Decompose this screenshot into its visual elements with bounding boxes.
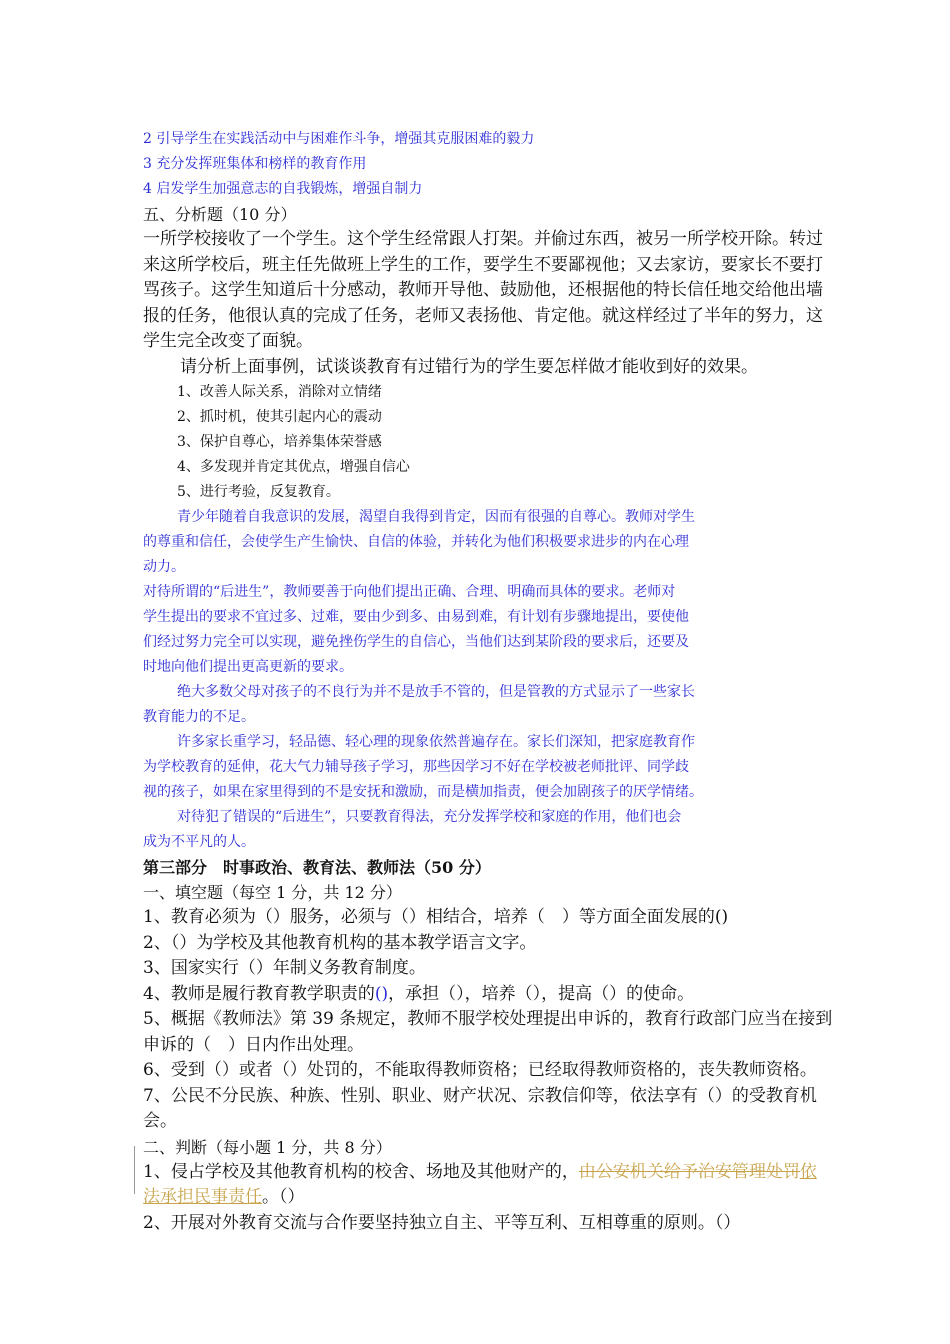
- answer-item: 5、进行考验，反复教育。: [177, 484, 340, 500]
- list-item: 2 引导学生在实践活动中与困难作斗争，增强其克服困难的毅力: [143, 131, 535, 147]
- inserted-text: 法承担民事责任: [143, 1187, 262, 1207]
- explanation-line: 教育能力的不足。: [143, 709, 255, 725]
- fill-item: 会。: [143, 1111, 177, 1131]
- fill-item: 3、国家实行（）年制义务教育制度。: [143, 958, 426, 978]
- case-line: 学生完全改变了面貌。: [143, 331, 313, 351]
- fill-item: 1、教育必须为（）服务，必须与（）相结合，培养（ ）等方面全面发展的(): [143, 907, 729, 927]
- judge-item-1-suffix: 。（）: [262, 1187, 305, 1207]
- explanation-line: 视的孩子，如果在家里得到的不是安抚和激励，而是横加指责，便会加剧孩子的厌学情绪。: [143, 784, 703, 800]
- fill-item: 6、受到（）或者（）处罚的，不能取得教师资格；已经取得教师资格的，丧失教师资格。: [143, 1060, 817, 1080]
- inserted-text: 依: [799, 1161, 817, 1182]
- case-line: 来这所学校后，班主任先做班上学生的工作，要学生不要鄙视他；又去家访，要家长不要打: [143, 254, 823, 275]
- answer-item: 1、改善人际关系，消除对立情绪: [177, 384, 382, 400]
- fill-item-4-after: ，承担（），培养（），提高（）的使命。: [388, 983, 695, 1004]
- explanation-line: 的尊重和信任，会使学生产生愉快、自信的体验，并转化为他们积极要求进步的内在心理: [143, 534, 689, 550]
- explanation-line: 绝大多数父母对孩子的不良行为并不是放手不管的，但是管教的方式显示了一些家长: [177, 684, 695, 700]
- fill-item-4-paren: (): [374, 983, 389, 1004]
- judge-item-1: [143, 1160, 913, 1186]
- fill-item-4: [143, 982, 913, 1008]
- document-page: [143, 127, 913, 1236]
- explanation-line: 为学校教育的延伸，花大气力辅导孩子学习，那些因学习不好在学校被老师批评、同学歧: [143, 759, 689, 775]
- explanation-line: 们经过努力完全可以实现，避免挫伤学生的自信心，当他们达到某阶段的要求后，还要及: [143, 634, 689, 650]
- case-line: 一所学校接收了一个学生。这个学生经常跟人打架。并偷过东西，被另一所学校开除。转过: [143, 229, 823, 249]
- fill-item: 5、概据《教师法》第 39 条规定，教师不服学校处理提出申诉的，教育行政部门应当在接到: [143, 1009, 833, 1029]
- fill-item: 7、公民不分民族、种族、性别、职业、财产状况、宗教信仰等，依法享有（）的受教育机: [143, 1085, 817, 1106]
- fill-item-4-before: 4、教师是履行教育教学职责的: [143, 983, 375, 1004]
- case-line: 报的任务，他很认真的完成了任务，老师又表扬他、肯定他。就这样经过了半年的努力，这: [143, 305, 823, 326]
- judge-item-1-prefix: 1、侵占学校及其他教育机构的校舍、场地及其他财产的，: [143, 1161, 579, 1182]
- judge-item: 2、开展对外教育交流与合作要坚持独立自主、平等互利、互相尊重的原则。（）: [143, 1212, 741, 1233]
- explanation-line: 许多家长重学习，轻品德、轻心理的现象依然普遍存在。家长们深知，把家庭教育作: [177, 734, 695, 750]
- explanation-line: 动力。: [143, 559, 185, 575]
- section-title: 一、填空题（每空 1 分，共 12 分）: [143, 883, 402, 902]
- list-item: 3 充分发挥班集体和榜样的教育作用: [143, 156, 367, 172]
- answer-item: 2、抓时机，使其引起内心的震动: [177, 409, 382, 425]
- case-line: 骂孩子。这学生知道后十分感动，教师开导他、鼓励他，还根据他的特长信任地交给他出墙: [143, 280, 823, 300]
- part-title: 第三部分 时事政治、教育法、教师法（50 分）: [143, 858, 491, 877]
- explanation-line: 青少年随着自我意识的发展，渴望自我得到肯定，因而有很强的自尊心。教师对学生: [177, 509, 695, 525]
- list-item: 4 启发学生加强意志的自我锻炼，增强自制力: [143, 181, 423, 197]
- answer-item: 3、保护自尊心，培养集体荣誉感: [177, 434, 382, 450]
- question: 请分析上面事例，试谈谈教育有过错行为的学生要怎样做才能收到好的效果。: [180, 356, 758, 377]
- deleted-text: 由公安机关给予治安管理处罚: [578, 1161, 800, 1182]
- explanation-line: 学生提出的要求不宜过多、过难，要由少到多、由易到难，有计划有步骤地提出，要使他: [143, 609, 689, 625]
- explanation-line: 成为不平凡的人。: [143, 834, 255, 850]
- section-title: 二、判断（每小题 1 分，共 8 分）: [143, 1137, 392, 1157]
- explanation-line: 对待所谓的“后进生”，教师要善于向他们提出正确、合理、明确而具体的要求。老师对: [143, 584, 676, 600]
- explanation-line: 时地向他们提出更高更新的要求。: [143, 659, 353, 675]
- fill-item: 申诉的（ ）日内作出处理。: [143, 1034, 364, 1055]
- explanation-line: 对待犯了错误的“后进生”，只要教育得法，充分发挥学校和家庭的作用，他们也会: [177, 809, 682, 825]
- revision-bar: [134, 1146, 135, 1194]
- fill-item: 2、（）为学校及其他教育机构的基本教学语言文字。: [143, 932, 537, 953]
- answer-item: 4、多发现并肯定其优点，增强自信心: [177, 459, 410, 475]
- judge-item-1-cont: [143, 1185, 913, 1211]
- section-title: 五、分析题（10 分）: [143, 205, 297, 224]
